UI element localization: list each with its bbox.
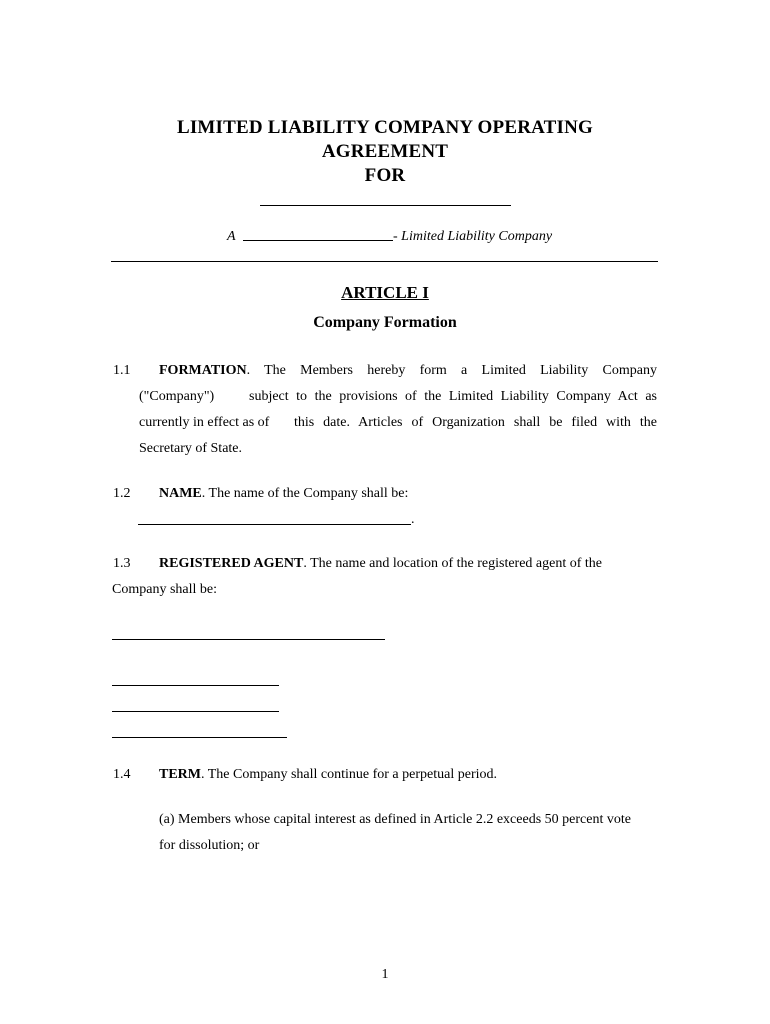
- section-1-3-line-2: Company shall be:: [112, 582, 217, 597]
- section-1-3-heading: REGISTERED AGENT: [159, 556, 304, 571]
- section-1-2-trail: .: [411, 512, 415, 527]
- agent-address-field-line-2: [112, 711, 279, 712]
- section-1-3-number: 1.3: [113, 556, 131, 571]
- company-name-field-line: [138, 524, 411, 525]
- company-name-blank-line: [260, 205, 511, 206]
- section-1-4-sub-a-line-1: (a) Members whose capital interest as defined in Article 2.2 exceeds 50 percent vote: [159, 812, 631, 827]
- section-1-1-heading: FORMATION: [159, 363, 247, 378]
- section-1-1-line-3b: this date. Articles of Organization shall be filed with the: [294, 415, 657, 430]
- section-1-4-line-1: [159, 766, 497, 784]
- section-1-1-line-1-text: . The Members hereby form a Limited Liability Company: [246, 363, 657, 378]
- section-1-1-line-2a: ("Company"): [139, 389, 215, 404]
- section-1-2-number: 1.2: [113, 486, 131, 501]
- article-heading: ARTICLE I: [341, 283, 429, 302]
- article-subheading: Company Formation: [313, 314, 457, 331]
- section-1-1-line-3a: currently in effect as of: [139, 415, 270, 430]
- agent-address-field-line-3: [112, 737, 287, 738]
- section-1-1-line-2b: subject to the provisions of the Limited Liability Company Act as: [249, 389, 657, 404]
- subtitle-suffix: - Limited Liability Company: [393, 229, 553, 244]
- subtitle-blank-line: [243, 240, 393, 241]
- document-title-line-3: FOR: [364, 165, 406, 186]
- section-1-3-line-1: [159, 555, 602, 573]
- section-1-4-heading: TERM: [159, 767, 201, 782]
- agent-name-field-line: [112, 639, 385, 640]
- document-title-line-2: AGREEMENT: [321, 141, 449, 162]
- section-1-1-line-4: Secretary of State.: [139, 441, 243, 456]
- section-1-2-text: . The name of the Company shall be:: [201, 486, 409, 501]
- document-title-line-1: LIMITED LIABILITY COMPANY OPERATING: [176, 117, 594, 138]
- section-1-3-text: . The name and location of the registered agent of the: [303, 556, 603, 571]
- section-1-1-line-1: [159, 362, 657, 380]
- section-1-4-text: . The Company shall continue for a perpetual period.: [201, 767, 497, 782]
- section-1-1-number: 1.1: [113, 363, 131, 378]
- agent-address-field-line-1: [112, 685, 279, 686]
- section-1-4-sub-a-line-2: for dissolution; or: [159, 838, 260, 853]
- subtitle-prefix: A: [227, 229, 236, 244]
- section-1-2-line-1: [159, 485, 408, 503]
- section-1-2-heading: NAME: [159, 486, 202, 501]
- header-divider: [111, 261, 658, 262]
- page-number: 1: [381, 967, 389, 982]
- section-1-4-number: 1.4: [113, 767, 131, 782]
